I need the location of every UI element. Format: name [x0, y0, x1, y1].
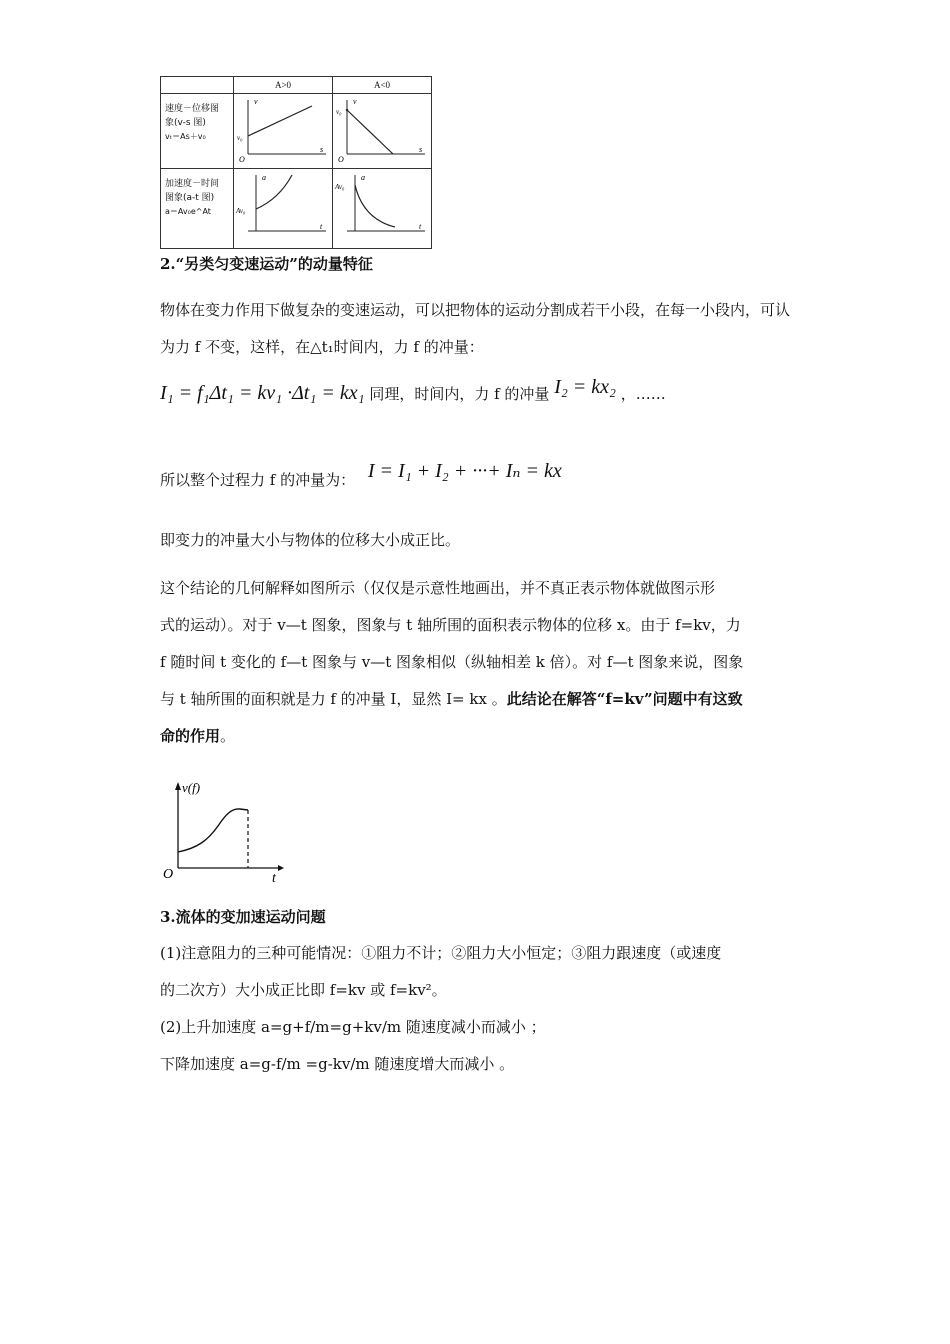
figure-x-label: t — [272, 871, 276, 886]
graph-at-negative — [333, 169, 432, 249]
row1-label-line1: 速度－位移图 — [165, 104, 220, 114]
section3-line3: (2)上升加速度 a=g+f/m=g+kv/m 随速度减小而减小 ； — [160, 1018, 546, 1036]
graph-label-v0: v₀ — [237, 134, 243, 142]
equation-line-2 — [160, 458, 562, 489]
graph-at-positive — [234, 169, 333, 249]
row1-label-line3: vₜ＝As＋v₀ — [165, 132, 206, 141]
section2-paragraph3: 即变力的冲量大小与物体的位移大小成正比。 — [160, 531, 461, 549]
graph-label-v: v — [353, 97, 357, 106]
graph-label-v0: v₀ — [336, 108, 342, 116]
graph-label-t: t — [419, 222, 422, 231]
row2-label-line1: 加速度－时间 — [165, 179, 220, 189]
section3-line2: 的二次方）大小成正比即 f=kv 或 f=kv²。 — [160, 981, 447, 999]
section2-heading: 2.“另类匀变速运动”的动量特征 — [160, 255, 373, 273]
graph-label-origin: O — [338, 155, 344, 164]
row-label-acceleration-time — [161, 169, 234, 249]
equation-impulse-2: I₂ = kx₂ — [554, 376, 617, 398]
p4-line4-bold: 此结论在解答“f=kv”问题中有这致 — [506, 690, 743, 708]
equation-2-tail: ，…… — [620, 385, 666, 403]
p4-line2: 式的运动）。对于 v—t 图象，图象与 t 轴所围的面积表示物体的位移 x。由于 f=kv，力 — [160, 616, 741, 634]
figure-origin: O — [163, 867, 174, 882]
vt-figure — [160, 776, 290, 886]
graph-label-t: t — [320, 222, 323, 231]
equation-line-1 — [160, 376, 666, 405]
total-impulse-lead: 所以整个过程力 f 的冲量为： — [160, 471, 356, 489]
row2-label-line3: a＝Av₀e^At — [165, 207, 211, 216]
graph-vs-positive — [234, 94, 333, 169]
row2-label-line2: 图象(a-t 图) — [165, 193, 215, 203]
section3-heading: 3.流体的变加速运动问题 — [160, 908, 326, 926]
section2-paragraph1: 物体在变力作用下做复杂的变速运动，可以把物体的运动分割成若干小段，在每一小段内，可认为力 f 不变，这样，在△t₁时间内，力 f 的冲量： — [160, 301, 791, 356]
figure-y-label: v(f) — [182, 780, 201, 795]
graph-label-a: a — [262, 173, 266, 182]
p4-line5-bold: 命的作用 — [160, 727, 221, 745]
graph-label-av0: Av₀ — [335, 183, 345, 191]
graph-vs-negative — [333, 94, 432, 169]
equation-impulse-1: I₁ = f₁Δt₁ = kv₁ ·Δt₁ = kx₁ — [160, 382, 365, 404]
col-header-a-negative: A<0 — [333, 77, 432, 94]
section3-line4: 下降加速度 a=g-f/m =g-kv/m 随速度增大而减小 。 — [160, 1055, 515, 1073]
p4-line5-end: 。 — [220, 727, 236, 745]
graph-label-s: s — [419, 145, 423, 154]
graph-label-origin: O — [239, 155, 245, 164]
row-label-velocity-displacement — [161, 94, 234, 169]
graph-label-av0: Av₀ — [236, 207, 246, 215]
row1-label-line2: 象(v-s 图) — [165, 118, 206, 128]
section3-line1: (1)注意阻力的三种可能情况：①阻力不计；②阻力大小恒定；③阻力跟速度（或速度 — [160, 944, 722, 962]
p4-line3: f 随时间 t 变化的 f—t 图象与 v—t 图象相似（纵轴相差 k 倍）。对 f—t 图象来说，图象 — [160, 653, 744, 671]
p4-line4-normal: 与 t 轴所围的面积就是力 f 的冲量 I，显然 I= kx 。 — [160, 690, 507, 708]
table-corner — [161, 77, 234, 94]
p4-line1: 这个结论的几何解释如图所示（仅仅是示意性地画出，并不真正表示物体就做图示形 — [160, 579, 716, 597]
comparison-table — [160, 76, 432, 249]
section2-paragraph4 — [160, 570, 800, 755]
col-header-a-positive: A>0 — [234, 77, 333, 94]
section3-body — [160, 935, 800, 1083]
equation-1-text: 同理，时间内，力 f 的冲量 — [369, 385, 550, 403]
graph-label-v: v — [254, 97, 258, 106]
equation-total-impulse: I = I₁ + I₂ + ···+ Iₙ = kx — [367, 460, 562, 482]
graph-label-a: a — [361, 173, 365, 182]
graph-label-s: s — [320, 145, 324, 154]
